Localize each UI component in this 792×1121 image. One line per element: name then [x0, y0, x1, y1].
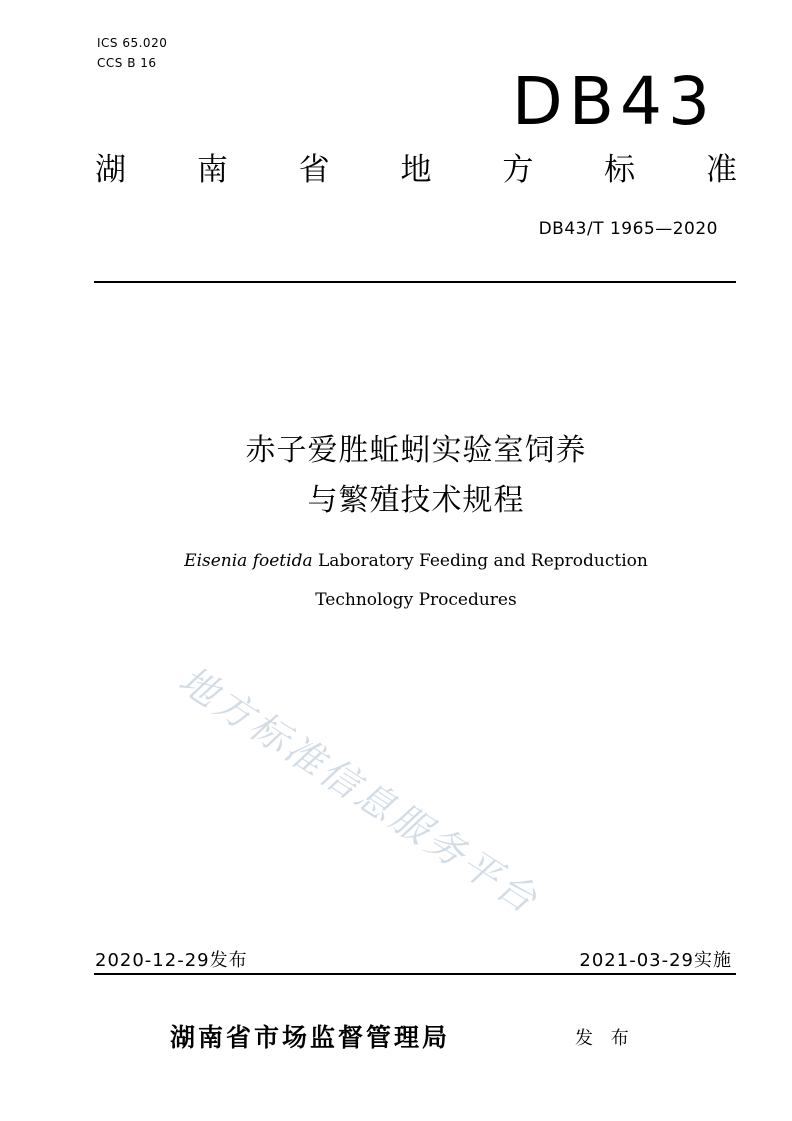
ics-code: ICS 65.020 — [97, 36, 168, 50]
standard-type-char: 准 — [705, 152, 737, 188]
publish-date: 2020-12-29发布 — [95, 950, 248, 971]
header-divider — [94, 281, 736, 283]
standard-type-char: 湖 — [95, 152, 126, 188]
title-cn-line1: 赤子爱胜蚯蚓实验室饲养 — [245, 433, 587, 468]
classification-codes — [97, 33, 167, 73]
ccs-code: CCS B 16 — [97, 56, 157, 70]
implement-date: 2021-03-29实施 — [579, 950, 732, 971]
title-cn-line2: 与繁殖技术规程 — [307, 483, 525, 518]
footer-divider — [94, 973, 736, 975]
issue-label: 发 布 — [575, 1028, 635, 1049]
issuing-authority: 湖南省市场监督管理局 — [170, 1023, 451, 1052]
standard-type-char: 方 — [502, 152, 534, 188]
title-en-species: Eisenia foetida — [184, 551, 313, 571]
title-en-line1 — [0, 550, 792, 572]
standard-type-char: 标 — [604, 152, 636, 188]
watermark: 地方标准信息服务平台 — [171, 657, 548, 924]
standard-type-char: 省 — [298, 152, 330, 188]
standard-number: DB43/T 1965—2020 — [538, 219, 718, 239]
standard-type-char: 地 — [400, 152, 432, 188]
standard-type-char: 南 — [196, 152, 228, 188]
standard-code-large: DB43 — [511, 63, 716, 140]
title-en-line1-text: Laboratory Feeding and Reproduction — [312, 551, 648, 571]
standard-type-heading — [95, 150, 737, 190]
title-en-line2: Technology Procedures — [315, 590, 517, 610]
